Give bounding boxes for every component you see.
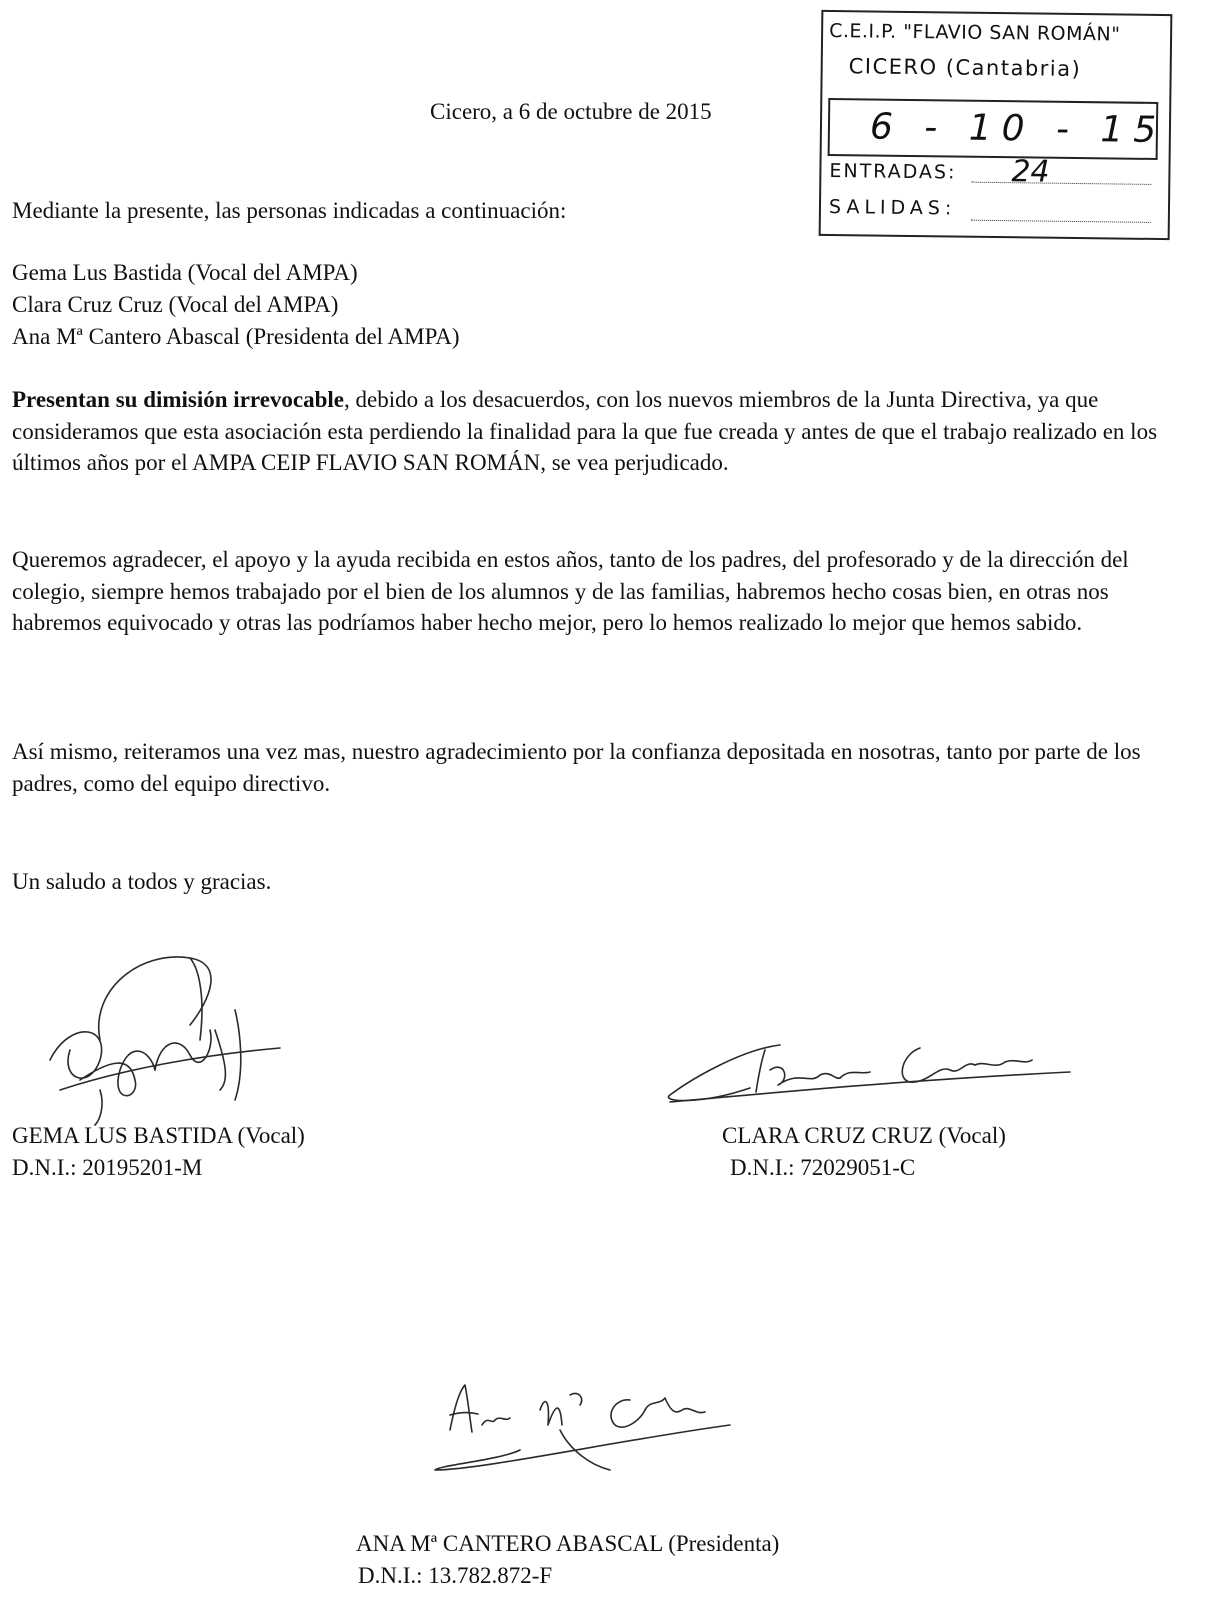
paragraph-reiteration: Así mismo, reiteramos una vez mas, nuestro agradecimiento por la confianza depositada en nosotras, tanto por parte de los padres, como del equipo directivo. xyxy=(12,739,1141,796)
stamp-date-box xyxy=(828,98,1167,160)
letter-date: Cicero, a 6 de octubre de 2015 xyxy=(430,99,712,124)
signature-ana xyxy=(420,1370,740,1480)
signatory-name: CLARA CRUZ CRUZ (Vocal) xyxy=(722,1123,1006,1148)
paragraph-resignation xyxy=(12,384,1162,479)
stamp-entradas-value: 24 xyxy=(1011,154,1050,190)
signature-clara xyxy=(660,1030,1080,1120)
signatory-name: GEMA LUS BASTIDA (Vocal) xyxy=(12,1123,305,1148)
registry-stamp xyxy=(819,10,1173,240)
member-line: Ana Mª Cantero Abascal (Presidenta del AMPA) xyxy=(12,324,460,349)
stamp-date: 6 - 10 - 15 xyxy=(869,106,1167,152)
member-line: Clara Cruz Cruz (Vocal del AMPA) xyxy=(12,292,339,317)
stamp-school-name: C.E.I.P. "FLAVIO SAN ROMÁN" xyxy=(829,19,1121,46)
member-line: Gema Lus Bastida (Vocal del AMPA) xyxy=(12,260,358,285)
stamp-entradas-line xyxy=(971,182,1151,185)
stamp-salidas-line xyxy=(971,220,1151,223)
signatory-dni: D.N.I.: 72029051-C xyxy=(730,1155,916,1180)
resignation-bold: Presentan su dimisión irrevocable xyxy=(12,387,345,412)
resignation-rest: , debido a los desacuerdos, con los nuevos miembros de la Junta Directiva, ya que consideramos que esta asociación esta perdiendo la finalidad para la que fue creada y antes de que el trabajo realizado en los últimos años por el AMPA CEIP FLAVIO SAN ROMÁN, se vea perjudicado. xyxy=(12,387,1158,475)
stamp-entradas-label: ENTRADAS: xyxy=(829,159,957,184)
signatory-dni: D.N.I.: 20195201-M xyxy=(12,1155,203,1180)
letter-closing: Un saludo a todos y gracias. xyxy=(12,869,272,894)
stamp-place: CICERO (Cantabria) xyxy=(848,54,1082,82)
stamp-salidas-label: SALIDAS: xyxy=(828,195,957,220)
paragraph-thanks: Queremos agradecer, el apoyo y la ayuda recibida en estos años, tanto de los padres, del profesorado y de la dirección del colegio, siempre hemos trabajado por el bien de los alumnos y de las familias, habremos hecho cosas bien, en otras nos habremos equivocado y otras las podríamos haber hecho mejor, pero lo hemos realizado lo mejor que hemos sabido. xyxy=(12,547,1129,635)
signatory-dni: D.N.I.: 13.782.872-F xyxy=(358,1563,553,1588)
signature-gema xyxy=(40,930,300,1130)
signatory-name: ANA Mª CANTERO ABASCAL (Presidenta) xyxy=(356,1531,780,1556)
letter-intro: Mediante la presente, las personas indicadas a continuación: xyxy=(12,198,567,223)
